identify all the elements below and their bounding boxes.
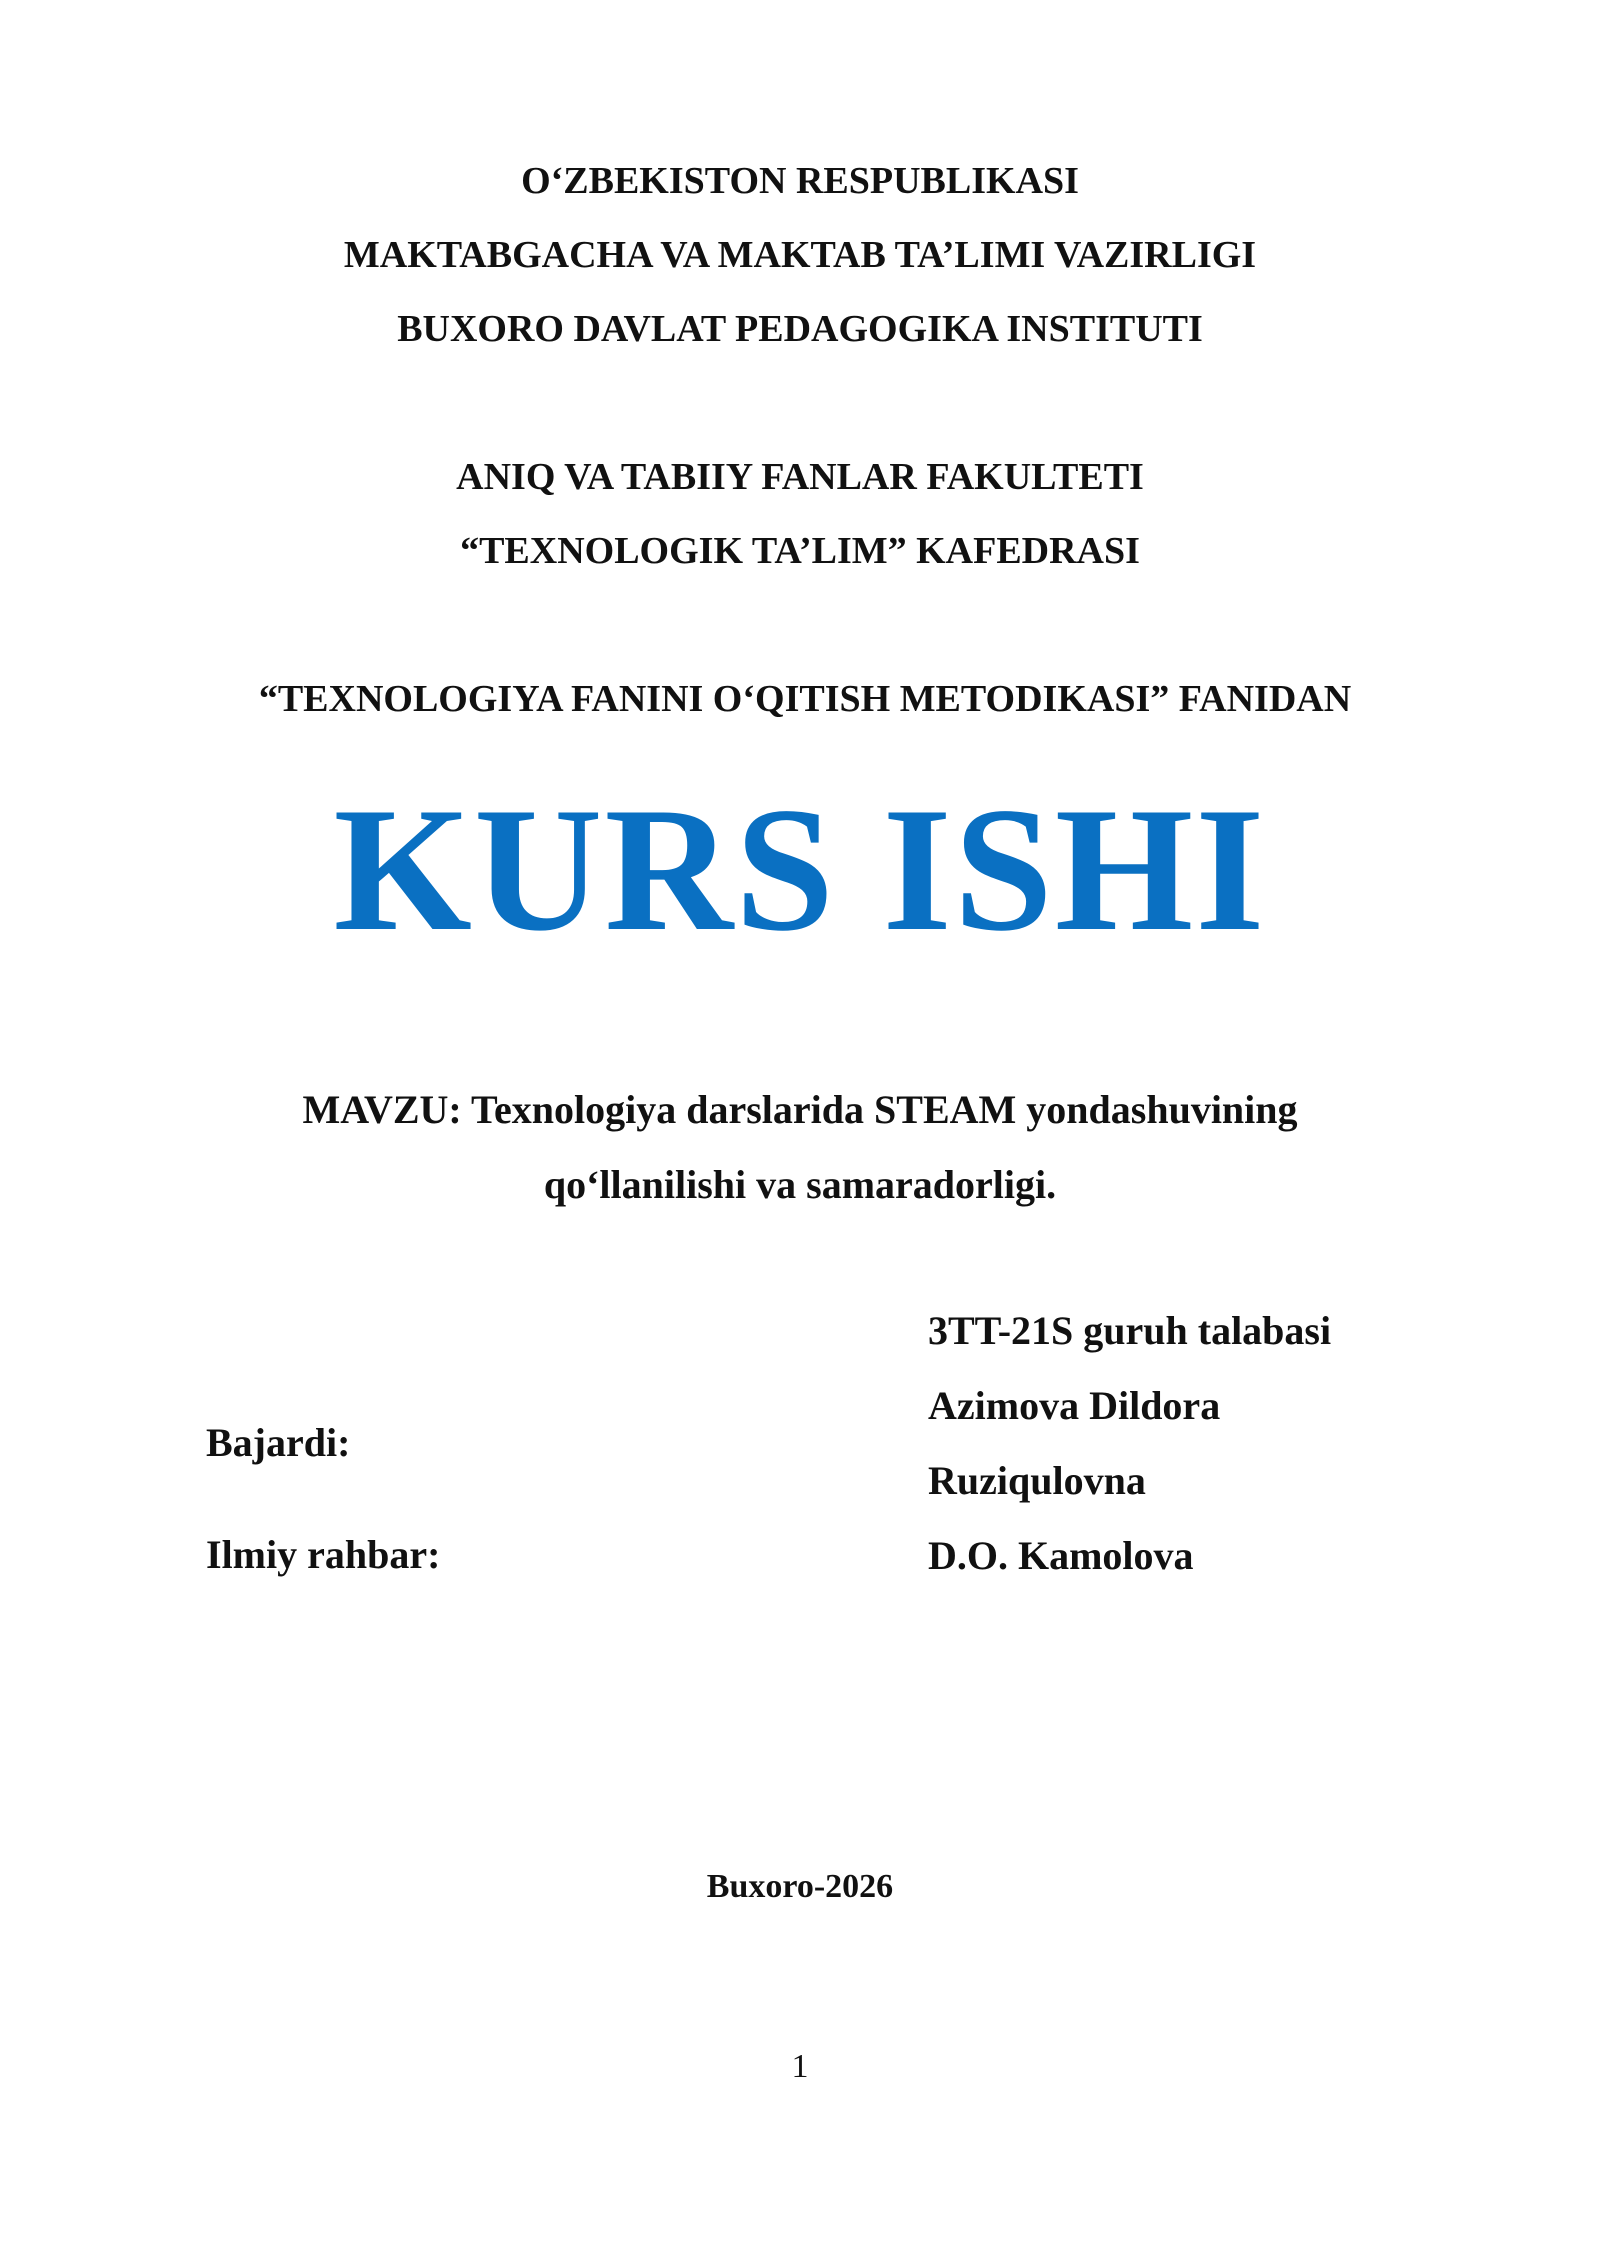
city-year: Buxoro-2026 — [706, 1868, 894, 1905]
topic-line-2: qo‘llanilishi va samaradorligi. — [543, 1162, 1057, 1207]
performed-by-label: Bajardi: — [206, 1420, 351, 1465]
supervisor-name: D.O. Kamolova — [928, 1533, 1194, 1578]
subject-line: “TEXNOLOGIYA FANINI O‘QITISH METODIKASI” FANIDAN — [258, 678, 1352, 720]
faculty-name-line: ANIQ VA TABIIY FANLAR FAKULTETI — [456, 456, 1144, 498]
student-name-line-2: Ruziqulovna — [928, 1458, 1146, 1503]
ministry-country-line: O‘ZBEKISTON RESPUBLIKASI — [521, 160, 1079, 202]
document-title: KURS ISHI — [333, 770, 1267, 968]
department-name-line: “TEXNOLOGIK TA’LIM” KAFEDRASI — [460, 530, 1140, 572]
page-number: 1 — [791, 2048, 809, 2085]
student-group: 3TT-21S guruh talabasi — [928, 1308, 1332, 1353]
topic-line-1: MAVZU: Texnologiya darslarida STEAM yondashuvining — [302, 1087, 1298, 1132]
supervisor-label: Ilmiy rahbar: — [206, 1532, 441, 1577]
ministry-name-line: MAKTABGACHA VA MAKTAB TA’LIMI VAZIRLIGI — [343, 234, 1257, 276]
institute-name-line: BUXORO DAVLAT PEDAGOGIKA INSTITUTI — [397, 308, 1203, 350]
student-name-line-1: Azimova Dildora — [928, 1383, 1221, 1428]
